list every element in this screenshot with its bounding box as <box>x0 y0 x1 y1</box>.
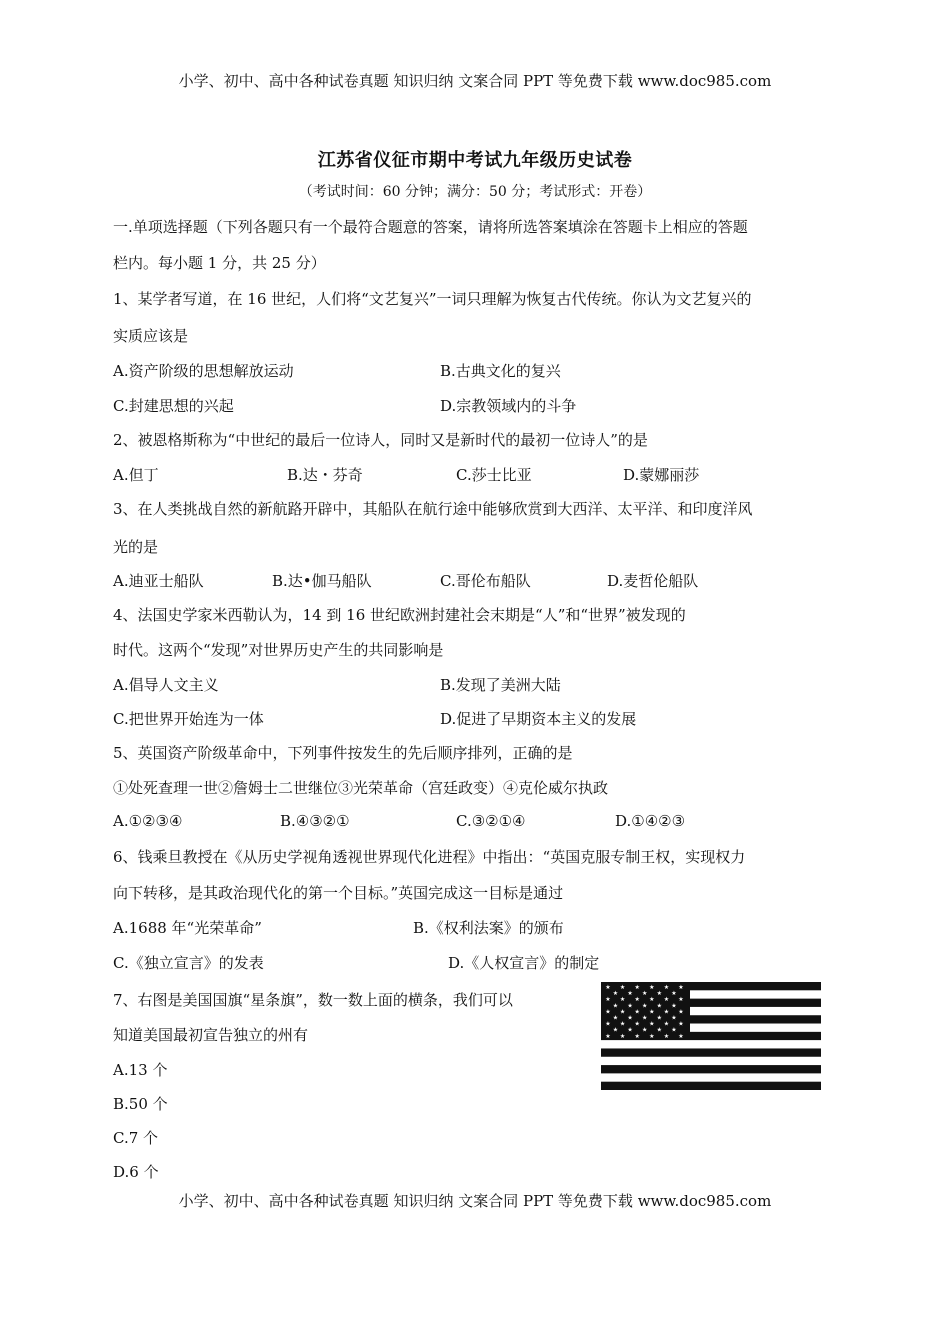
question-4-option-a: A.倡导人文主义 <box>113 676 219 694</box>
flag-star-icon: ★ <box>619 1008 626 1016</box>
question-5-stem-line1: 5、英国资产阶级革命中，下列事件按发生的先后顺序排列，正确的是 <box>113 744 573 762</box>
flag-star-icon: ★ <box>605 1032 611 1040</box>
question-7-stem-line2: 知道美国最初宣告独立的州有 <box>113 1026 309 1044</box>
flag-star-icon: ★ <box>642 1014 648 1022</box>
flag-star-icon: ★ <box>619 996 626 1004</box>
question-1-option-d: D.宗教领域内的斗争 <box>440 397 577 415</box>
flag-star-icon: ★ <box>642 1026 648 1034</box>
exam-title: 江苏省仪征市期中考试九年级历史试卷 <box>317 150 633 171</box>
flag-star-icon: ★ <box>656 990 662 998</box>
flag-star-icon: ★ <box>627 990 633 998</box>
flag-star-icon: ★ <box>605 996 611 1004</box>
question-3-stem-line1: 3、在人类挑战自然的新航路开辟中，其船队在航行途中能够欣赏到大西洋、太平洋、和印度洋风 <box>113 500 753 518</box>
flag-star-icon: ★ <box>605 1020 611 1028</box>
question-4-stem-line2: 时代。这两个“发现”对世界历史产生的共同影响是 <box>113 641 444 659</box>
flag-star-icon: ★ <box>649 1008 655 1016</box>
flag-star-icon: ★ <box>619 1032 626 1040</box>
question-1-option-b: B.古典文化的复兴 <box>440 362 561 380</box>
question-5-option-d: D.①④②③ <box>615 812 686 830</box>
flag-star-icon: ★ <box>663 984 670 991</box>
flag-star-icon: ★ <box>649 1032 655 1040</box>
question-7-option-b: B.50 个 <box>113 1095 168 1113</box>
question-2-option-a: A.但丁 <box>113 466 159 484</box>
question-5-option-c: C.③②①④ <box>456 812 526 830</box>
question-1-stem-line1: 1、某学者写道，在 16 世纪，人们将“文艺复兴”一词只理解为恢复古代传统。你认为文艺复兴的 <box>113 290 752 308</box>
question-3-option-d: D.麦哲伦船队 <box>607 572 699 590</box>
flag-stripe <box>601 1082 821 1090</box>
flag-star-icon: ★ <box>605 984 611 991</box>
question-1-option-a: A.资产阶级的思想解放运动 <box>113 362 294 380</box>
flag-star-icon: ★ <box>678 1020 684 1028</box>
question-4-option-c: C.把世界开始连为一体 <box>113 710 264 728</box>
question-3-option-a: A.迪亚士船队 <box>113 572 204 590</box>
question-1-option-c: C.封建思想的兴起 <box>113 397 234 415</box>
question-6-stem-line2: 向下转移，是其政治现代化的第一个目标。”英国完成这一目标是通过 <box>113 884 564 902</box>
flag-star-icon: ★ <box>612 990 619 998</box>
exam-subtitle: （考试时间：60 分钟；满分：50 分；考试形式：开卷） <box>298 184 652 200</box>
question-3-stem-line2: 光的是 <box>113 538 159 556</box>
flag-star-icon: ★ <box>671 990 677 998</box>
flag-star-icon: ★ <box>619 1020 626 1028</box>
flag-star-icon: ★ <box>634 1032 640 1040</box>
flag-stripe <box>601 1040 821 1049</box>
flag-star-icon: ★ <box>649 984 655 991</box>
flag-stripe <box>601 1048 821 1057</box>
flag-star-icon: ★ <box>649 1020 655 1028</box>
flag-star-icon: ★ <box>627 1026 633 1034</box>
flag-stripe <box>601 1073 821 1082</box>
section-instruction-line1: 一.单项选择题（下列各题只有一个最符合题意的答案，请将所选答案填涂在答题卡上相应的答题 <box>113 218 748 236</box>
flag-star-icon: ★ <box>619 984 626 991</box>
flag-star-icon: ★ <box>642 1002 648 1010</box>
us-flag-icon <box>601 982 821 1090</box>
flag-star-icon: ★ <box>605 1008 611 1016</box>
flag-star-icon: ★ <box>612 1002 619 1010</box>
section-instruction-line2: 栏内。每小题 1 分，共 25 分） <box>113 254 326 272</box>
flag-star-icon: ★ <box>663 1032 670 1040</box>
flag-stripe <box>601 1057 821 1066</box>
question-2-option-d: D.蒙娜丽莎 <box>623 466 700 484</box>
flag-star-icon: ★ <box>612 1026 619 1034</box>
question-7-option-c: C.7 个 <box>113 1129 159 1147</box>
question-6-option-d: D.《人权宣言》的制定 <box>448 954 600 972</box>
flag-star-icon: ★ <box>656 1002 662 1010</box>
question-2-stem-line1: 2、被恩格斯称为“中世纪的最后一位诗人，同时又是新时代的最初一位诗人”的是 <box>113 431 648 449</box>
flag-stripe <box>601 1065 821 1074</box>
question-6-option-b: B.《权利法案》的颁布 <box>413 919 564 937</box>
question-5-option-a: A.①②③④ <box>113 812 183 830</box>
flag-star-icon: ★ <box>678 1032 684 1040</box>
flag-star-icon: ★ <box>656 1026 662 1034</box>
flag-star-icon: ★ <box>634 1020 640 1028</box>
question-4-stem-line1: 4、法国史学家米西勒认为，14 到 16 世纪欧洲封建社会末期是“人”和“世界”被发现的 <box>113 606 686 624</box>
question-7-option-d: D.6 个 <box>113 1163 159 1181</box>
question-6-stem-line1: 6、钱乘旦教授在《从历史学视角透视世界现代化进程》中指出：“英国克服专制王权，实现权力 <box>113 848 746 866</box>
question-3-option-c: C.哥伦布船队 <box>440 572 531 590</box>
page-footer: 小学、初中、高中各种试卷真题 知识归纳 文案合同 PPT 等免费下载 www.doc985.com <box>178 1192 772 1210</box>
flag-star-icon: ★ <box>671 1026 677 1034</box>
question-4-option-d: D.促进了早期资本主义的发展 <box>440 710 637 728</box>
page-header: 小学、初中、高中各种试卷真题 知识归纳 文案合同 PPT 等免费下载 www.doc985.com <box>178 72 772 90</box>
question-6-option-c: C.《独立宣言》的发表 <box>113 954 264 972</box>
question-3-option-b: B.达•伽马船队 <box>272 572 372 590</box>
question-5-option-b: B.④③②① <box>280 812 350 830</box>
flag-star-icon: ★ <box>612 1014 619 1022</box>
flag-star-icon: ★ <box>671 1002 677 1010</box>
flag-star-icon: ★ <box>663 996 670 1004</box>
flag-star-icon: ★ <box>678 1008 684 1016</box>
question-7-stem-line1: 7、右图是美国国旗“星条旗”，数一数上面的横条，我们可以 <box>113 991 513 1009</box>
question-6-option-a: A.1688 年“光荣革命” <box>113 919 262 937</box>
question-1-stem-line2: 实质应该是 <box>113 327 189 345</box>
flag-star-icon: ★ <box>656 1014 662 1022</box>
flag-star-icon: ★ <box>663 1020 670 1028</box>
question-2-option-c: C.莎士比亚 <box>456 466 532 484</box>
question-5-stem-line2: ①处死查理一世②詹姆士二世继位③光荣革命（宫廷政变）④克伦威尔执政 <box>113 779 609 797</box>
flag-star-icon: ★ <box>627 1014 633 1022</box>
question-7-option-a: A.13 个 <box>113 1061 168 1079</box>
flag-star-icon: ★ <box>642 990 648 998</box>
flag-star-icon: ★ <box>649 996 655 1004</box>
flag-star-icon: ★ <box>663 1008 670 1016</box>
flag-star-icon: ★ <box>634 984 640 991</box>
question-4-option-b: B.发现了美洲大陆 <box>440 676 561 694</box>
flag-star-icon: ★ <box>678 996 684 1004</box>
flag-star-icon: ★ <box>678 984 684 991</box>
flag-star-icon: ★ <box>634 996 640 1004</box>
question-2-option-b: B.达・芬奇 <box>287 466 363 484</box>
flag-star-icon: ★ <box>671 1014 677 1022</box>
flag-star-icon: ★ <box>634 1008 640 1016</box>
flag-star-icon: ★ <box>627 1002 633 1010</box>
